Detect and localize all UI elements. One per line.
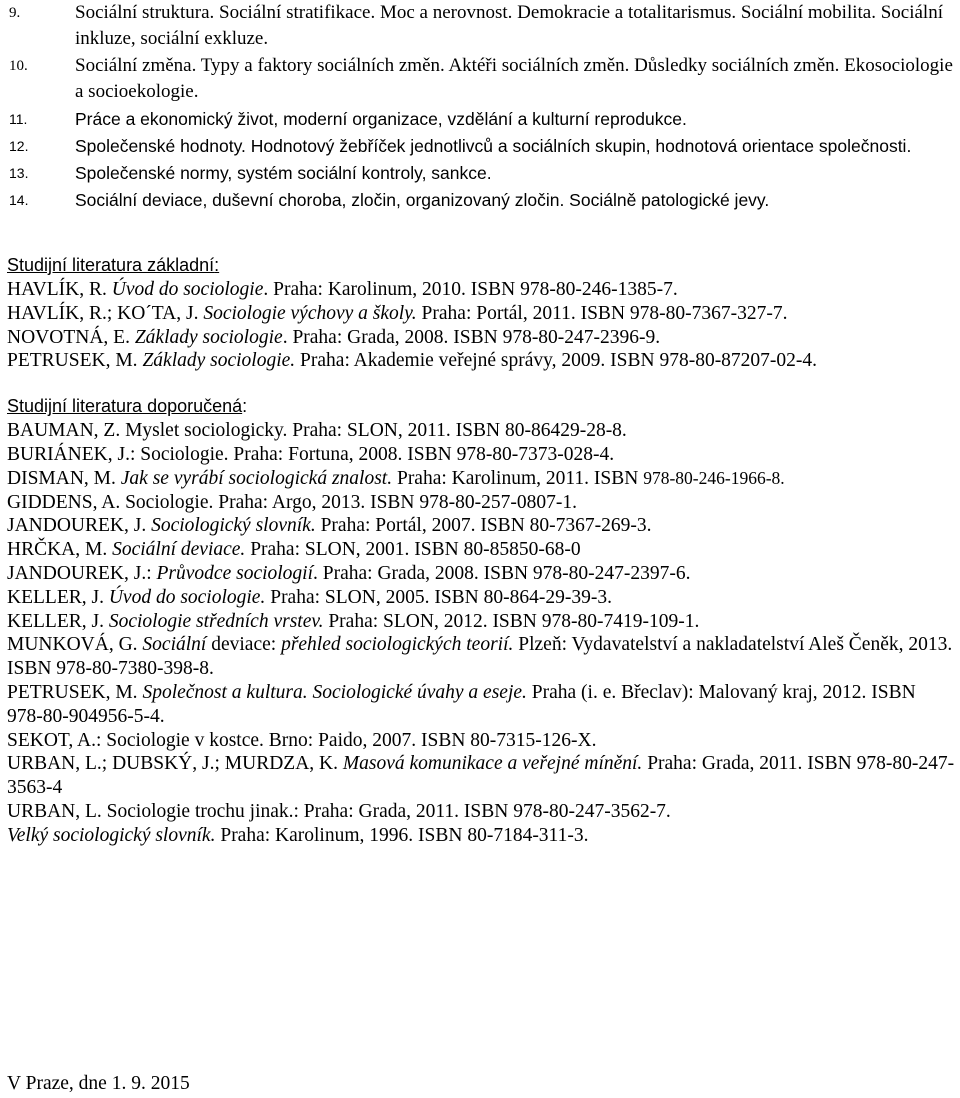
reference-entry — [7, 586, 956, 610]
reference-details: Praha: Karolinum, 1996. ISBN 80-7184-311-3. — [215, 824, 589, 846]
reference-author: GIDDENS, A. Sociologie. Praha: Argo, 2013. ISBN 978-80-257-0807-1. — [7, 491, 577, 513]
reference-author: SEKOT, A.: Sociologie v kostce. Brno: Paido, 2007. ISBN 80-7315-126-X. — [7, 729, 597, 751]
reference-title: Úvod do sociologie. — [108, 586, 266, 608]
heading-colon: : — [242, 396, 248, 417]
topic-item — [7, 0, 956, 52]
topic-number: 12. — [9, 138, 29, 154]
topic-item — [7, 160, 956, 186]
reference-title: Průvodce sociologií — [156, 562, 314, 584]
reference-entry — [7, 562, 956, 586]
reference-entry — [7, 681, 956, 729]
reference-details: . Praha: Grada, 2008. ISBN 978-80-247-2396-9. — [282, 326, 661, 348]
topic-text: Práce a ekonomický život, moderní organizace, vzdělání a kulturní reprodukce. — [75, 109, 687, 129]
topic-item — [7, 187, 956, 213]
topic-item — [7, 53, 956, 105]
reference-author: KELLER, J. — [7, 586, 109, 608]
reference-entry — [7, 491, 956, 515]
topic-number: 9. — [9, 5, 21, 21]
reference-author: BURIÁNEK, J.: Sociologie. Praha: Fortuna, 2008. ISBN 978-80-7373-028-4. — [7, 443, 615, 465]
reference-title: Sociologie výchovy a školy. — [203, 302, 417, 324]
reference-entry — [7, 349, 956, 373]
topic-text: Společenské normy, systém sociální kontroly, sankce. — [75, 163, 492, 183]
reference-entry — [7, 326, 956, 350]
reference-author: HAVLÍK, R. — [7, 279, 112, 300]
topic-text: Sociální deviace, duševní choroba, zločin, organizovaný zločin. Sociálně patologické jevy. — [75, 190, 770, 210]
recommended-literature-list — [7, 419, 956, 847]
reference-author: DISMAN, M. — [7, 467, 121, 489]
reference-entry — [7, 610, 956, 634]
topic-text: Sociální změna. Typy a faktory sociálních změn. Aktéři sociálních změn. Důsledky sociálních změn. Ekosociologie a socioekologie. — [75, 55, 953, 102]
reference-entry — [7, 633, 956, 681]
reference-entry — [7, 419, 956, 443]
place-date: V Praze, dne 1. 9. 2015 — [7, 1073, 190, 1094]
reference-title: Základy sociologie. — [142, 350, 296, 372]
reference-entry — [7, 538, 956, 562]
reference-entry — [7, 443, 956, 467]
reference-details: Praha (i. e. Břeclav): Malovaný kraj, 2012. ISBN 978-80-904956-5-4. — [7, 681, 916, 727]
reference-details: Praha: Akademie veřejné správy, 2009. ISBN 978-80-87207-02-4. — [295, 350, 818, 372]
reference-details: Praha: SLON, 2001. ISBN 80-85850-68-0 — [245, 539, 581, 561]
reference-details: Praha: Portál, 2007. ISBN 80-7367-269-3. — [315, 515, 652, 537]
topic-number: 13. — [9, 165, 29, 181]
topic-number: 14. — [9, 192, 29, 208]
reference-title: Úvod do sociologie — [111, 279, 264, 300]
reference-entry — [7, 752, 956, 800]
reference-details: . Praha: Karolinum, 2010. ISBN 978-80-246-1385-7. — [263, 279, 678, 300]
reference-entry — [7, 800, 956, 824]
reference-details: Praha: SLON, 2005. ISBN 80-864-29-39-3. — [265, 586, 612, 608]
topic-item — [7, 133, 956, 159]
reference-details: Praha: Karolinum, 2011. ISBN — [392, 467, 644, 489]
heading-colon: : — [214, 255, 220, 275]
reference-entry — [7, 302, 956, 326]
reference-entry — [7, 514, 956, 538]
reference-entry — [7, 278, 956, 302]
basic-literature-heading-text: Studijní literatura základní — [7, 255, 215, 275]
reference-entry — [7, 729, 956, 753]
reference-author: HAVLÍK, R.; KO´TA, J. — [7, 302, 204, 324]
topic-number: 10. — [9, 58, 28, 74]
reference-title: Sociální deviace. — [112, 539, 246, 561]
reference-isbn: 978-80-246-1966-8. — [643, 467, 785, 488]
reference-author: MUNKOVÁ, G. — [7, 634, 143, 656]
reference-author: PETRUSEK, M. — [7, 681, 143, 703]
topic-text: Sociální struktura. Sociální stratifikace. Moc a nerovnost. Demokracie a totalitarismus. Sociální mobilita. Sociální inkluze, sociální exkluze. — [75, 2, 943, 49]
reference-author: PETRUSEK, M. — [7, 350, 143, 372]
basic-literature-heading — [7, 253, 956, 278]
reference-title: Sociologie středních vrstev. — [108, 610, 324, 632]
reference-author: KELLER, J. — [7, 610, 109, 632]
topic-list — [7, 0, 956, 213]
reference-title: přehled sociologických teorií. — [281, 634, 514, 656]
basic-literature-list — [7, 278, 956, 373]
reference-title: Velký sociologický slovník. — [7, 824, 216, 846]
reference-author: JANDOUREK, J.: — [7, 562, 157, 584]
reference-title: Společnost a kultura. Sociologické úvahy a eseje. — [142, 681, 527, 703]
reference-details: deviace: — [206, 634, 282, 656]
reference-title: Jak se vyrábí sociologická znalost. — [120, 467, 393, 489]
reference-details: Praha: SLON, 2012. ISBN 978-80-7419-109-1. — [323, 610, 700, 632]
reference-details: Praha: Grada, 2011. ISBN 978-80-247-3563-4 — [7, 753, 955, 799]
recommended-literature-heading-text: Studijní literatura doporučená — [7, 396, 243, 417]
reference-title: Základy sociologie — [134, 326, 283, 348]
reference-author: NOVOTNÁ, E. — [7, 326, 135, 348]
topic-item — [7, 106, 956, 132]
reference-author: BAUMAN, Z. Myslet sociologicky. Praha: SLON, 2011. ISBN 80-86429-28-8. — [7, 420, 627, 442]
topic-text: Společenské hodnoty. Hodnotový žebříček jednotlivců a sociálních skupin, hodnotová orientace společnosti. — [75, 136, 912, 156]
reference-author: URBAN, L.; DUBSKÝ, J.; MURDZA, K. — [7, 753, 343, 775]
topic-number: 11. — [9, 111, 28, 127]
reference-author: URBAN, L. Sociologie trochu jinak.: Praha: Grada, 2011. ISBN 978-80-247-3562-7. — [7, 800, 671, 822]
reference-title: Masová komunikace a veřejné mínění. — [342, 753, 643, 775]
recommended-literature-heading — [7, 394, 956, 419]
reference-details: Praha: Portál, 2011. ISBN 978-80-7367-327-7. — [416, 302, 788, 324]
reference-details: Plzeň: Vydavatelství a nakladatelství Aleš Čeněk, 2013. ISBN 978-80-7380-398-8. — [7, 634, 953, 680]
reference-title: Sociální — [142, 634, 207, 656]
reference-author: JANDOUREK, J. — [7, 515, 152, 537]
reference-title: Sociologický slovník. — [151, 515, 316, 537]
reference-author: HRČKA, M. — [7, 539, 113, 561]
reference-details: . Praha: Grada, 2008. ISBN 978-80-247-2397-6. — [313, 562, 691, 584]
reference-entry — [7, 467, 956, 491]
reference-entry — [7, 824, 956, 848]
